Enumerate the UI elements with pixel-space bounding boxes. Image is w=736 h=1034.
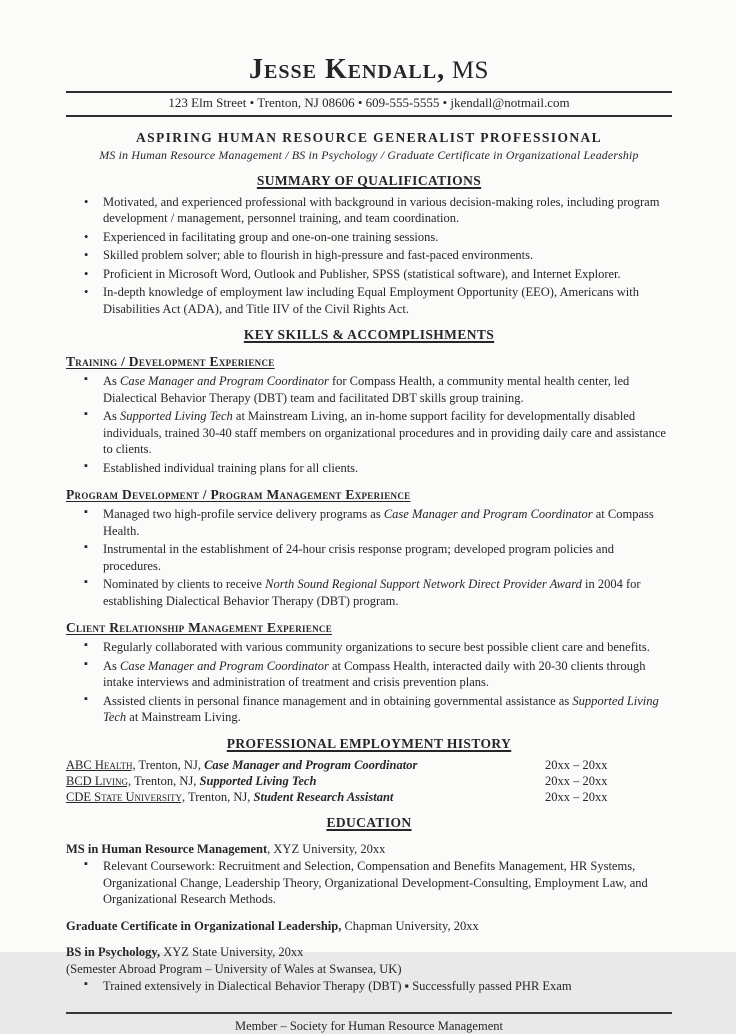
- degree-note: (Semester Abroad Program – University of Wales at Swansea, UK): [66, 961, 402, 976]
- company-name: CDE State University,: [66, 789, 186, 804]
- candidate-name: [66, 50, 672, 86]
- text-segment: Case Manager and Program Coordinator: [383, 507, 593, 522]
- text-segment: Assisted clients in personal finance management and in obtaining governmental assistance as: [103, 693, 573, 708]
- subsection-title: Training / Development Experience: [66, 354, 275, 370]
- text-segment: Experienced in facilitating group and one-on-one training sessions.: [103, 229, 439, 244]
- education-entry: [66, 944, 672, 995]
- candidate-name-main: Jesse Kendall,: [249, 54, 446, 85]
- summary-bullet: [103, 284, 672, 317]
- text-segment: Instrumental in the establishment of 24-hour crisis response program; developed program policies and procedures.: [103, 542, 614, 573]
- position-title: Case Manager and Program Coordinator: [204, 757, 418, 772]
- degree-line: [66, 841, 672, 858]
- candidate-name-suffix: MS: [445, 57, 489, 84]
- text-segment: in 2004 for establishing Dialectical Behavior Therapy (DBT) program.: [103, 577, 641, 608]
- skill-bullet: [103, 658, 672, 691]
- text-segment: MS in Human Resource Management: [66, 841, 268, 856]
- text-segment: Managed two high-profile service delivery programs as: [103, 507, 384, 522]
- text-segment: North Sound Regional Support Network Direct Provider Award: [265, 577, 582, 592]
- contact-line: 123 Elm Street • Trenton, NJ 08606 • 609-555-5555 • jkendall@notmail.com: [66, 91, 672, 117]
- employment-rows: [66, 757, 672, 805]
- text-segment: at Compass Health.: [103, 507, 654, 538]
- section-title-education: EDUCATION: [326, 814, 412, 830]
- text-segment: XYZ State University, 20xx: [160, 945, 304, 960]
- section-title-employment: PROFESSIONAL EMPLOYMENT HISTORY: [226, 735, 512, 751]
- text-segment: Relevant Coursework: Recruitment and Selection, Compensation and Benefits Management, HR Systems, Organizational Change, Leadership Theory, Organizational Development-Consulting, Employment Law, and Organizational Research Methods.: [103, 859, 648, 907]
- employment-row: [66, 757, 672, 773]
- subsection-title: Program Development / Program Management Experience: [66, 487, 411, 503]
- text-segment: As: [103, 409, 121, 424]
- text-segment: Chapman University, 20xx: [341, 918, 479, 933]
- text-segment: Supported Living Tech: [103, 693, 659, 725]
- text-segment: As: [103, 374, 121, 389]
- summary-bullet: [103, 266, 672, 283]
- employment-dates: 20xx – 20xx: [545, 757, 608, 772]
- text-segment: Case Manager and Program Coordinator: [120, 658, 329, 673]
- headline: ASPIRING HUMAN RESOURCE GENERALIST PROFESSIONAL: [135, 129, 603, 145]
- company-location: Trenton, NJ,: [135, 757, 205, 772]
- text-segment: In-depth knowledge of employment law including Equal Employment Opportunity (EEO), Americans with Disabilities Act (ADA), and Title IIV of the Civil Rights Act.: [103, 285, 639, 316]
- skill-bullet: [103, 693, 672, 726]
- education-bullet: [103, 858, 672, 908]
- section-title-summary: SUMMARY OF QUALIFICATIONS: [256, 172, 482, 188]
- subheadline: MS in Human Resource Management / BS in Psychology / Graduate Certificate in Organizational Leadership: [99, 147, 639, 162]
- text-segment: Supported Living Tech: [120, 409, 233, 424]
- key-skills-subsections: [66, 354, 672, 726]
- text-segment: , XYZ University, 20xx: [267, 841, 386, 856]
- education-entry: [66, 918, 672, 935]
- education-list: [66, 978, 672, 995]
- summary-bullet: [103, 247, 672, 264]
- text-segment: at Mainstream Living, an in-home support facility for developmentally disabled individuals, trained 30-40 staff members on organizational procedures and in providing daily care and assistance to clients.: [103, 409, 666, 457]
- text-segment: at Compass Health, interacted daily with 20-30 clients through intake interviews and administration of treatment and crisis prevention plans.: [103, 658, 646, 690]
- employment-row: [66, 789, 672, 805]
- skill-bullet: [103, 460, 672, 477]
- text-segment: As: [103, 658, 121, 673]
- subsection-list: [66, 639, 672, 726]
- skill-bullet: [103, 408, 672, 458]
- education-entries: [66, 841, 672, 995]
- degree-line: [66, 918, 672, 935]
- subsection-list: [66, 506, 672, 609]
- skill-bullet: [103, 541, 672, 574]
- skill-bullet: [103, 576, 672, 609]
- summary-bullet: [103, 229, 672, 246]
- skill-bullet: [103, 373, 672, 406]
- company-location: Trenton, NJ,: [131, 773, 200, 788]
- summary-list: [66, 194, 672, 318]
- company-location: Trenton, NJ,: [185, 789, 254, 804]
- subsection-list: [66, 373, 672, 476]
- text-segment: Nominated by clients to receive: [103, 577, 266, 592]
- employment-dates: 20xx – 20xx: [545, 773, 608, 788]
- text-segment: for Compass Health, a community mental health center, led Dialectical Behavior Therapy (DBT) team and facilitated DBT skills group training.: [103, 374, 630, 405]
- section-title-key-skills: KEY SKILLS & ACCOMPLISHMENTS: [243, 327, 495, 343]
- text-segment: BS in Psychology,: [66, 945, 161, 960]
- company-name: BCD Living,: [66, 773, 132, 788]
- text-segment: Trained extensively in Dialectical Behavior Therapy (DBT) ▪ Successfully passed PHR Exam: [103, 979, 572, 994]
- education-bullet: [103, 978, 672, 995]
- text-segment: Established individual training plans for all clients.: [103, 460, 359, 475]
- company-name: ABC Health,: [66, 757, 136, 772]
- footer-membership: Member – Society for Human Resource Management: [66, 1012, 672, 1034]
- text-segment: Proficient in Microsoft Word, Outlook and Publisher, SPSS (statistical software), and Internet Explorer.: [103, 266, 621, 281]
- subsection-title: Client Relationship Management Experience: [66, 620, 333, 636]
- text-segment: Case Manager and Program Coordinator: [120, 374, 329, 389]
- position-title: Student Research Assistant: [253, 789, 394, 804]
- skill-bullet: [103, 506, 672, 539]
- degree-line: [66, 944, 672, 961]
- employment-dates: 20xx – 20xx: [545, 789, 608, 804]
- education-list: [66, 858, 672, 908]
- position-title: Supported Living Tech: [199, 773, 317, 788]
- text-segment: Motivated, and experienced professional with background in various decision-making roles, including program development / management, personnel training, and team coordination.: [103, 194, 660, 226]
- text-segment: Regularly collaborated with various community organizations to secure best possible client care and benefits.: [103, 640, 650, 655]
- education-entry: [66, 841, 672, 908]
- summary-bullet: [103, 194, 672, 227]
- text-segment: Skilled problem solver; able to flourish in high-pressure and fast-paced environments.: [103, 248, 534, 263]
- text-segment: Graduate Certificate in Organizational Leadership,: [66, 918, 342, 933]
- employment-row: [66, 773, 672, 789]
- skill-bullet: [103, 639, 672, 656]
- text-segment: at Mainstream Living.: [126, 710, 241, 725]
